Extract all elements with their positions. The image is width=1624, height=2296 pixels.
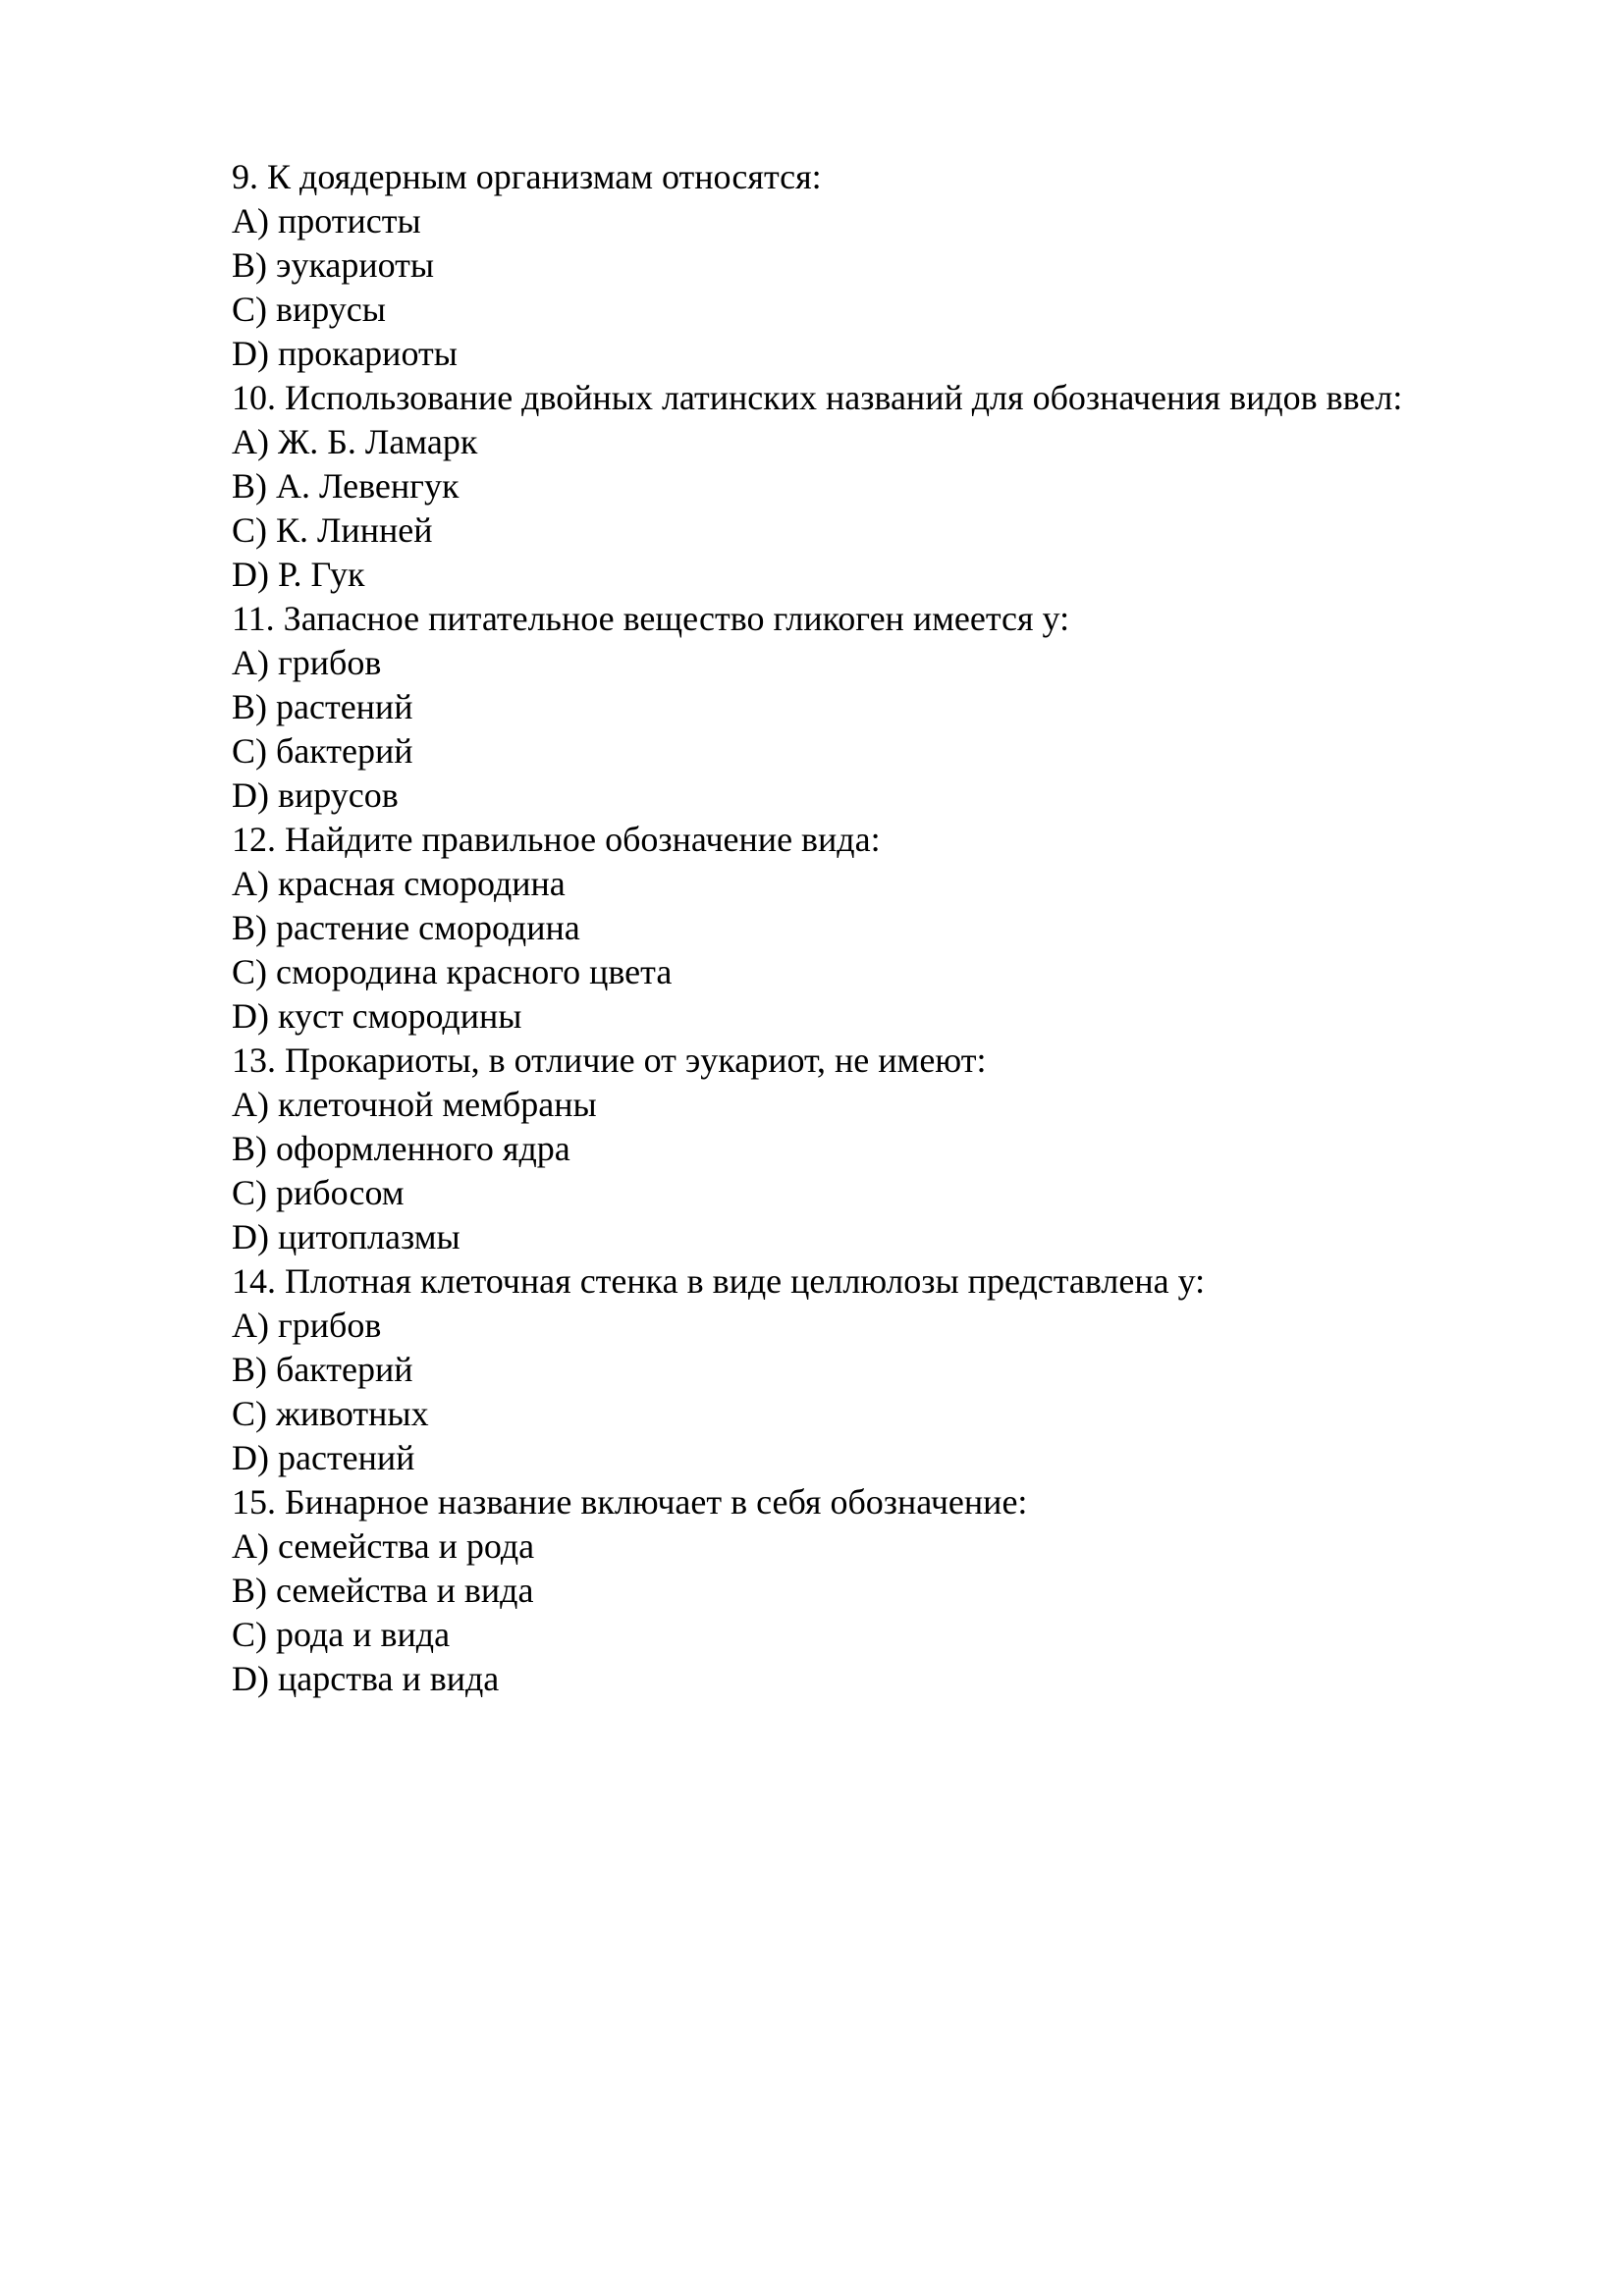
answer-option: B) растений bbox=[232, 687, 413, 726]
question-text: 11. Запасное питательное вещество гликоген имеется у: bbox=[232, 599, 1070, 638]
answer-option: D) царства и вида bbox=[232, 1659, 500, 1698]
answer-option: C) бактерий bbox=[232, 731, 413, 771]
question-block bbox=[232, 155, 1547, 376]
question-block bbox=[232, 1480, 1547, 1701]
answer-option: A) семейства и рода bbox=[232, 1526, 535, 1566]
question-block bbox=[232, 376, 1547, 597]
quiz-list bbox=[232, 155, 1547, 1701]
question-text: 9. К доядерным организмам относятся: bbox=[232, 157, 822, 196]
question-text: 10. Использование двойных латинских названий для обозначения видов ввел: bbox=[232, 378, 1403, 417]
answer-option: B) эукариоты bbox=[232, 245, 435, 285]
answer-option: B) семейства и вида bbox=[232, 1571, 534, 1610]
question-block bbox=[232, 1039, 1547, 1259]
answer-option: D) Р. Гук bbox=[232, 555, 365, 594]
answer-option: D) вирусов bbox=[232, 775, 399, 815]
question-block bbox=[232, 597, 1547, 818]
answer-option: B) А. Левенгук bbox=[232, 466, 460, 506]
answer-option: C) смородина красного цвета bbox=[232, 952, 673, 991]
answer-option: D) растений bbox=[232, 1438, 415, 1477]
question-block bbox=[232, 1259, 1547, 1480]
answer-option: A) грибов bbox=[232, 1306, 382, 1345]
answer-option: C) рибосом bbox=[232, 1173, 405, 1212]
answer-option: A) протисты bbox=[232, 201, 421, 240]
answer-option: A) клеточной мембраны bbox=[232, 1085, 597, 1124]
answer-option: B) растение смородина bbox=[232, 908, 580, 947]
answer-option: B) бактерий bbox=[232, 1350, 413, 1389]
question-text: 13. Прокариоты, в отличие от эукариот, не имеют: bbox=[232, 1041, 987, 1080]
answer-option: B) оформленного ядра bbox=[232, 1129, 570, 1168]
answer-option: D) цитоплазмы bbox=[232, 1217, 460, 1256]
answer-option: A) Ж. Б. Ламарк bbox=[232, 422, 478, 461]
answer-option: D) прокариоты bbox=[232, 334, 458, 373]
answer-option: C) вирусы bbox=[232, 290, 386, 329]
answer-option: A) грибов bbox=[232, 643, 382, 682]
question-text: 15. Бинарное название включает в себя обозначение: bbox=[232, 1482, 1028, 1522]
answer-option: C) рода и вида bbox=[232, 1615, 451, 1654]
answer-option: D) куст смородины bbox=[232, 996, 522, 1036]
answer-option: A) красная смородина bbox=[232, 864, 566, 903]
question-block bbox=[232, 818, 1547, 1039]
answer-option: C) животных bbox=[232, 1394, 429, 1433]
question-text: 12. Найдите правильное обозначение вида: bbox=[232, 820, 881, 859]
question-text: 14. Плотная клеточная стенка в виде целлюлозы представлена у: bbox=[232, 1261, 1206, 1301]
answer-option: C) К. Линней bbox=[232, 510, 433, 550]
